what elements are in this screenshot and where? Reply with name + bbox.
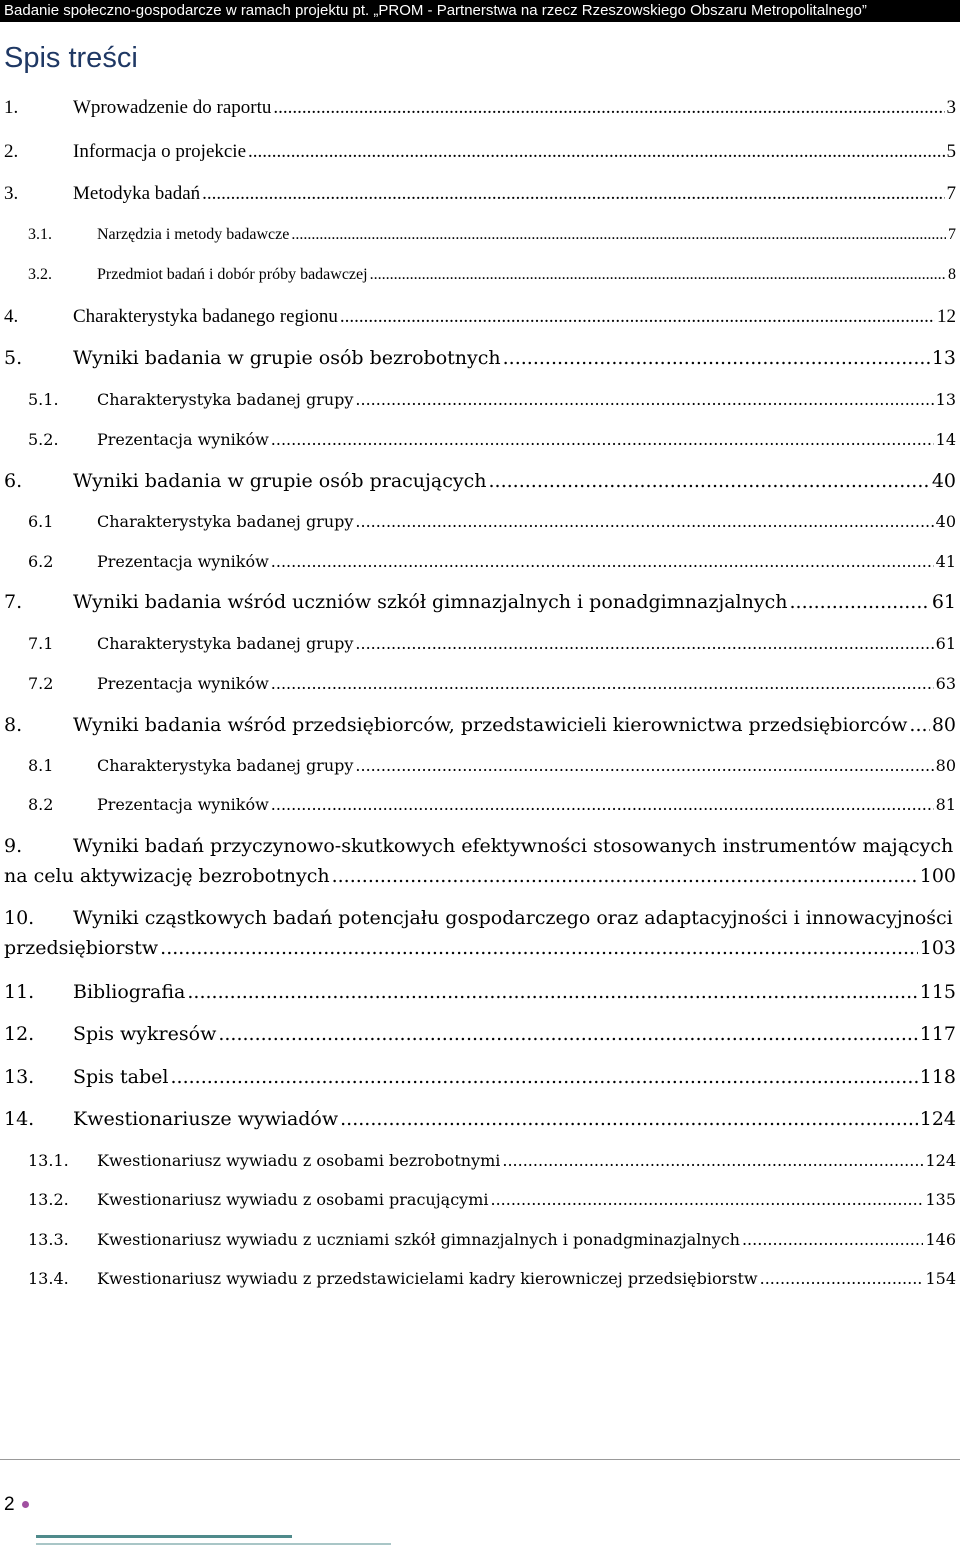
toc-entry-page: 118 xyxy=(919,1066,956,1088)
toc-entry-13[interactable] xyxy=(4,1066,956,1088)
footer-decor-bar xyxy=(36,1535,292,1538)
toc-entry-label[interactable]: Charakterystyka badanej grupy xyxy=(97,512,354,531)
toc-entry-4[interactable] xyxy=(4,306,956,328)
toc-entry-label-line2[interactable]: przedsiębiorstw xyxy=(4,937,159,959)
toc-entry-page: 7 xyxy=(948,226,956,243)
toc-entry-page: 13 xyxy=(935,390,956,409)
toc-entry-label[interactable]: Kwestionariusz wywiadu z osobami pracującymi xyxy=(97,1190,489,1209)
toc-entry-8-2[interactable] xyxy=(4,795,956,814)
toc-entry-page: 124 xyxy=(919,1108,956,1130)
toc-leader-dots xyxy=(370,266,946,284)
toc-entry-number: 9. xyxy=(4,835,23,857)
toc-entry-label[interactable]: Wyniki badania wśród przedsiębiorców, przedstawicieli kierownictwa przedsiębiorców xyxy=(73,714,908,736)
toc-entry-label[interactable]: Wyniki badania w grupie osób pracujących xyxy=(73,470,487,492)
toc-leader-dots xyxy=(742,1230,923,1249)
toc-entry-label-line2[interactable]: na celu aktywizację bezrobotnych xyxy=(4,865,330,887)
toc-entry-number: 11. xyxy=(4,981,35,1003)
toc-leader-dots xyxy=(171,1066,918,1088)
toc-entry-label[interactable]: Metodyka badań xyxy=(73,183,201,204)
toc-leader-dots xyxy=(248,141,944,163)
toc-entry-7-1[interactable] xyxy=(4,634,956,653)
toc-leader-dots xyxy=(355,634,933,653)
header-bar xyxy=(0,0,960,22)
toc-entry-page: 117 xyxy=(919,1023,956,1045)
page-number: 2 xyxy=(4,1494,15,1515)
toc-entry-5[interactable] xyxy=(4,347,956,369)
toc-entry-label[interactable]: Informacja o projekcie xyxy=(73,141,247,162)
toc-entry-label[interactable]: Kwestionariusze wywiadów xyxy=(73,1108,339,1130)
toc-leader-dots xyxy=(340,1108,918,1130)
toc-entry-label[interactable]: Charakterystyka badanej grupy xyxy=(97,634,354,653)
toc-leader-dots xyxy=(489,470,930,492)
toc-leader-dots xyxy=(355,390,933,409)
toc-entry-14[interactable] xyxy=(4,1108,956,1130)
toc-entry-page: 63 xyxy=(935,674,956,693)
toc-entry-label[interactable]: Charakterystyka badanego regionu xyxy=(73,306,338,327)
toc-entry-13-3[interactable] xyxy=(4,1230,956,1249)
toc-entry-page: 7 xyxy=(946,183,956,204)
toc-entry-page: 135 xyxy=(925,1190,956,1209)
toc-title: Spis treści xyxy=(4,42,138,74)
toc-leader-dots xyxy=(271,430,934,449)
toc-leader-dots xyxy=(291,226,946,244)
toc-entry-number: 5.1. xyxy=(28,390,59,409)
toc-leader-dots xyxy=(202,183,944,205)
toc-entry-number: 1. xyxy=(4,97,19,118)
toc-entry-5-2[interactable] xyxy=(4,430,956,449)
toc-entry-page: 41 xyxy=(935,552,956,571)
toc-entry-number: 13.3. xyxy=(28,1230,69,1249)
bullet-dot-icon xyxy=(22,1501,29,1508)
toc-entry-3-1[interactable] xyxy=(4,226,956,244)
toc-entry-number: 4. xyxy=(4,306,19,327)
toc-entry-label[interactable]: Spis tabel xyxy=(73,1066,169,1088)
toc-entry-page: 13 xyxy=(931,347,956,369)
toc-entry-number: 6.1 xyxy=(28,512,54,531)
toc-entry-label[interactable]: Narzędzia i metody badawcze xyxy=(97,226,290,243)
toc-leader-dots xyxy=(491,1190,924,1209)
toc-entry-13-2[interactable] xyxy=(4,1190,956,1209)
toc-entry-number: 8.2 xyxy=(28,795,54,814)
toc-entry-label[interactable]: Charakterystyka badanej grupy xyxy=(97,390,354,409)
toc-entry-number: 13.4. xyxy=(28,1269,69,1288)
toc-entry-12[interactable] xyxy=(4,1023,956,1045)
toc-entry-number: 10. xyxy=(4,907,35,929)
toc-entry-label[interactable]: Kwestionariusz wywiadu z uczniami szkół gimnazjalnych i ponadgminazjalnych xyxy=(97,1230,740,1249)
toc-entry-label[interactable]: Wyniki badania wśród uczniów szkół gimnazjalnych i ponadgimnazjalnych xyxy=(73,591,788,613)
toc-leader-dots xyxy=(760,1269,924,1288)
toc-entry-label[interactable]: Prezentacja wyników xyxy=(97,430,269,449)
toc-entry-11[interactable] xyxy=(4,981,956,1003)
toc-entry-label[interactable]: Wprowadzenie do raportu xyxy=(73,97,272,118)
toc-entry-number: 12. xyxy=(4,1023,35,1045)
toc-leader-dots xyxy=(340,306,935,328)
toc-entry-page: 8 xyxy=(948,266,956,283)
toc-entry-3-2[interactable] xyxy=(4,266,956,284)
toc-entry-13-1[interactable] xyxy=(4,1151,956,1170)
toc-entry-2[interactable] xyxy=(4,141,956,163)
toc-leader-dots xyxy=(271,674,934,693)
toc-entry-number: 2. xyxy=(4,141,19,162)
toc-leader-dots xyxy=(273,97,944,119)
toc-entry-label[interactable]: Spis wykresów xyxy=(73,1023,217,1045)
toc-entry-number: 7. xyxy=(4,591,23,613)
toc-entry-number: 8. xyxy=(4,714,23,736)
toc-entry-label[interactable]: Charakterystyka badanej grupy xyxy=(97,756,354,775)
toc-entry-page: 115 xyxy=(919,981,956,1003)
footer-decor-bar-light xyxy=(36,1543,391,1545)
toc-entry-1[interactable] xyxy=(4,97,956,119)
toc-entry-13-4[interactable] xyxy=(4,1269,956,1288)
toc-entry-label[interactable]: Kwestionariusz wywiadu z osobami bezrobotnymi xyxy=(97,1151,501,1170)
toc-entry-number: 13. xyxy=(4,1066,35,1088)
toc-entry-page: 80 xyxy=(935,756,956,775)
toc-entry-number: 13.2. xyxy=(28,1190,69,1209)
toc-entry-6-1[interactable] xyxy=(4,512,956,531)
toc-entry-page: 40 xyxy=(931,470,956,492)
toc-entry-number: 13.1. xyxy=(28,1151,69,1170)
toc-entry-number: 6. xyxy=(4,470,23,492)
toc-entry-label[interactable]: Prezentacja wyników xyxy=(97,552,269,571)
toc-entry-6[interactable] xyxy=(4,470,956,492)
toc-leader-dots xyxy=(502,1151,923,1170)
toc-entry-page: 5 xyxy=(946,141,956,162)
toc-entry-7-2[interactable] xyxy=(4,674,956,693)
toc-entry-page: 146 xyxy=(925,1230,956,1249)
toc-leader-dots xyxy=(271,795,934,814)
toc-leader-dots xyxy=(218,1023,917,1045)
running-header: Badanie społeczno-gospodarcze w ramach projektu pt. „PROM - Partnerstwa na rzecz Rzeszowskiego Obszaru Metropolitalnego” xyxy=(4,2,867,19)
toc-entry-page: 103 xyxy=(919,937,956,959)
toc-entry-page: 81 xyxy=(935,795,956,814)
toc-entry-number: 14. xyxy=(4,1108,35,1130)
toc-entry-number: 3.1. xyxy=(28,226,52,243)
toc-entry-number: 5. xyxy=(4,347,23,369)
toc-entry-page: 80 xyxy=(931,714,956,736)
toc-entry-page: 14 xyxy=(935,430,956,449)
toc-entry-number: 5.2. xyxy=(28,430,59,449)
toc-entry-page: 40 xyxy=(935,512,956,531)
toc-entry-page: 100 xyxy=(919,865,956,887)
toc-entry-page: 154 xyxy=(925,1269,956,1288)
toc-entry-7[interactable] xyxy=(4,591,956,613)
toc-leader-dots xyxy=(503,347,930,369)
toc-leader-dots xyxy=(160,937,918,959)
toc-entry-number: 6.2 xyxy=(28,552,54,571)
toc-leader-dots xyxy=(355,512,933,531)
toc-entry-page: 12 xyxy=(937,306,956,327)
toc-entry-number: 3.2. xyxy=(28,266,52,283)
toc-entry-3[interactable] xyxy=(4,183,956,205)
toc-entry-page: 61 xyxy=(935,634,956,653)
toc-entry-label-line1[interactable]: Wyniki badań przyczynowo-skutkowych efektywności stosowanych instrumentów mających xyxy=(73,835,954,857)
toc-entry-label[interactable]: Kwestionariusz wywiadu z przedstawicielami kadry kierowniczej przedsiębiorstw xyxy=(97,1269,758,1288)
toc-entry-6-2[interactable] xyxy=(4,552,956,571)
toc-leader-dots xyxy=(332,865,918,887)
toc-entry-10[interactable] xyxy=(4,907,956,959)
toc-entry-8-1[interactable] xyxy=(4,756,956,775)
toc-entry-number: 7.1 xyxy=(28,634,54,653)
toc-leader-dots xyxy=(271,552,934,571)
toc-entry-label[interactable]: Bibliografia xyxy=(73,981,186,1003)
toc-entry-label[interactable]: Wyniki badania w grupie osób bezrobotnych xyxy=(73,347,501,369)
toc-entry-8[interactable] xyxy=(4,714,956,736)
toc-entry-page: 124 xyxy=(925,1151,956,1170)
toc-leader-dots xyxy=(355,756,933,775)
toc-entry-9[interactable] xyxy=(4,835,956,887)
toc-entry-number: 7.2 xyxy=(28,674,54,693)
toc-entry-label[interactable]: Prezentacja wyników xyxy=(97,795,269,814)
toc-entry-label-line1[interactable]: Wyniki cząstkowych badań potencjału gospodarczego oraz adaptacyjności i innowacyjności xyxy=(73,907,953,929)
footer-divider xyxy=(0,1459,960,1460)
toc-entry-number: 3. xyxy=(4,183,19,204)
toc-leader-dots xyxy=(789,591,929,613)
toc-entry-number: 8.1 xyxy=(28,756,54,775)
toc-entry-page: 3 xyxy=(946,97,956,118)
toc-entry-page: 61 xyxy=(931,591,956,613)
toc-leader-dots xyxy=(909,714,929,736)
toc-entry-5-1[interactable] xyxy=(4,390,956,409)
toc-entry-label[interactable]: Prezentacja wyników xyxy=(97,674,269,693)
toc-entry-label[interactable]: Przedmiot badań i dobór próby badawczej xyxy=(97,266,368,283)
toc-leader-dots xyxy=(187,981,917,1003)
